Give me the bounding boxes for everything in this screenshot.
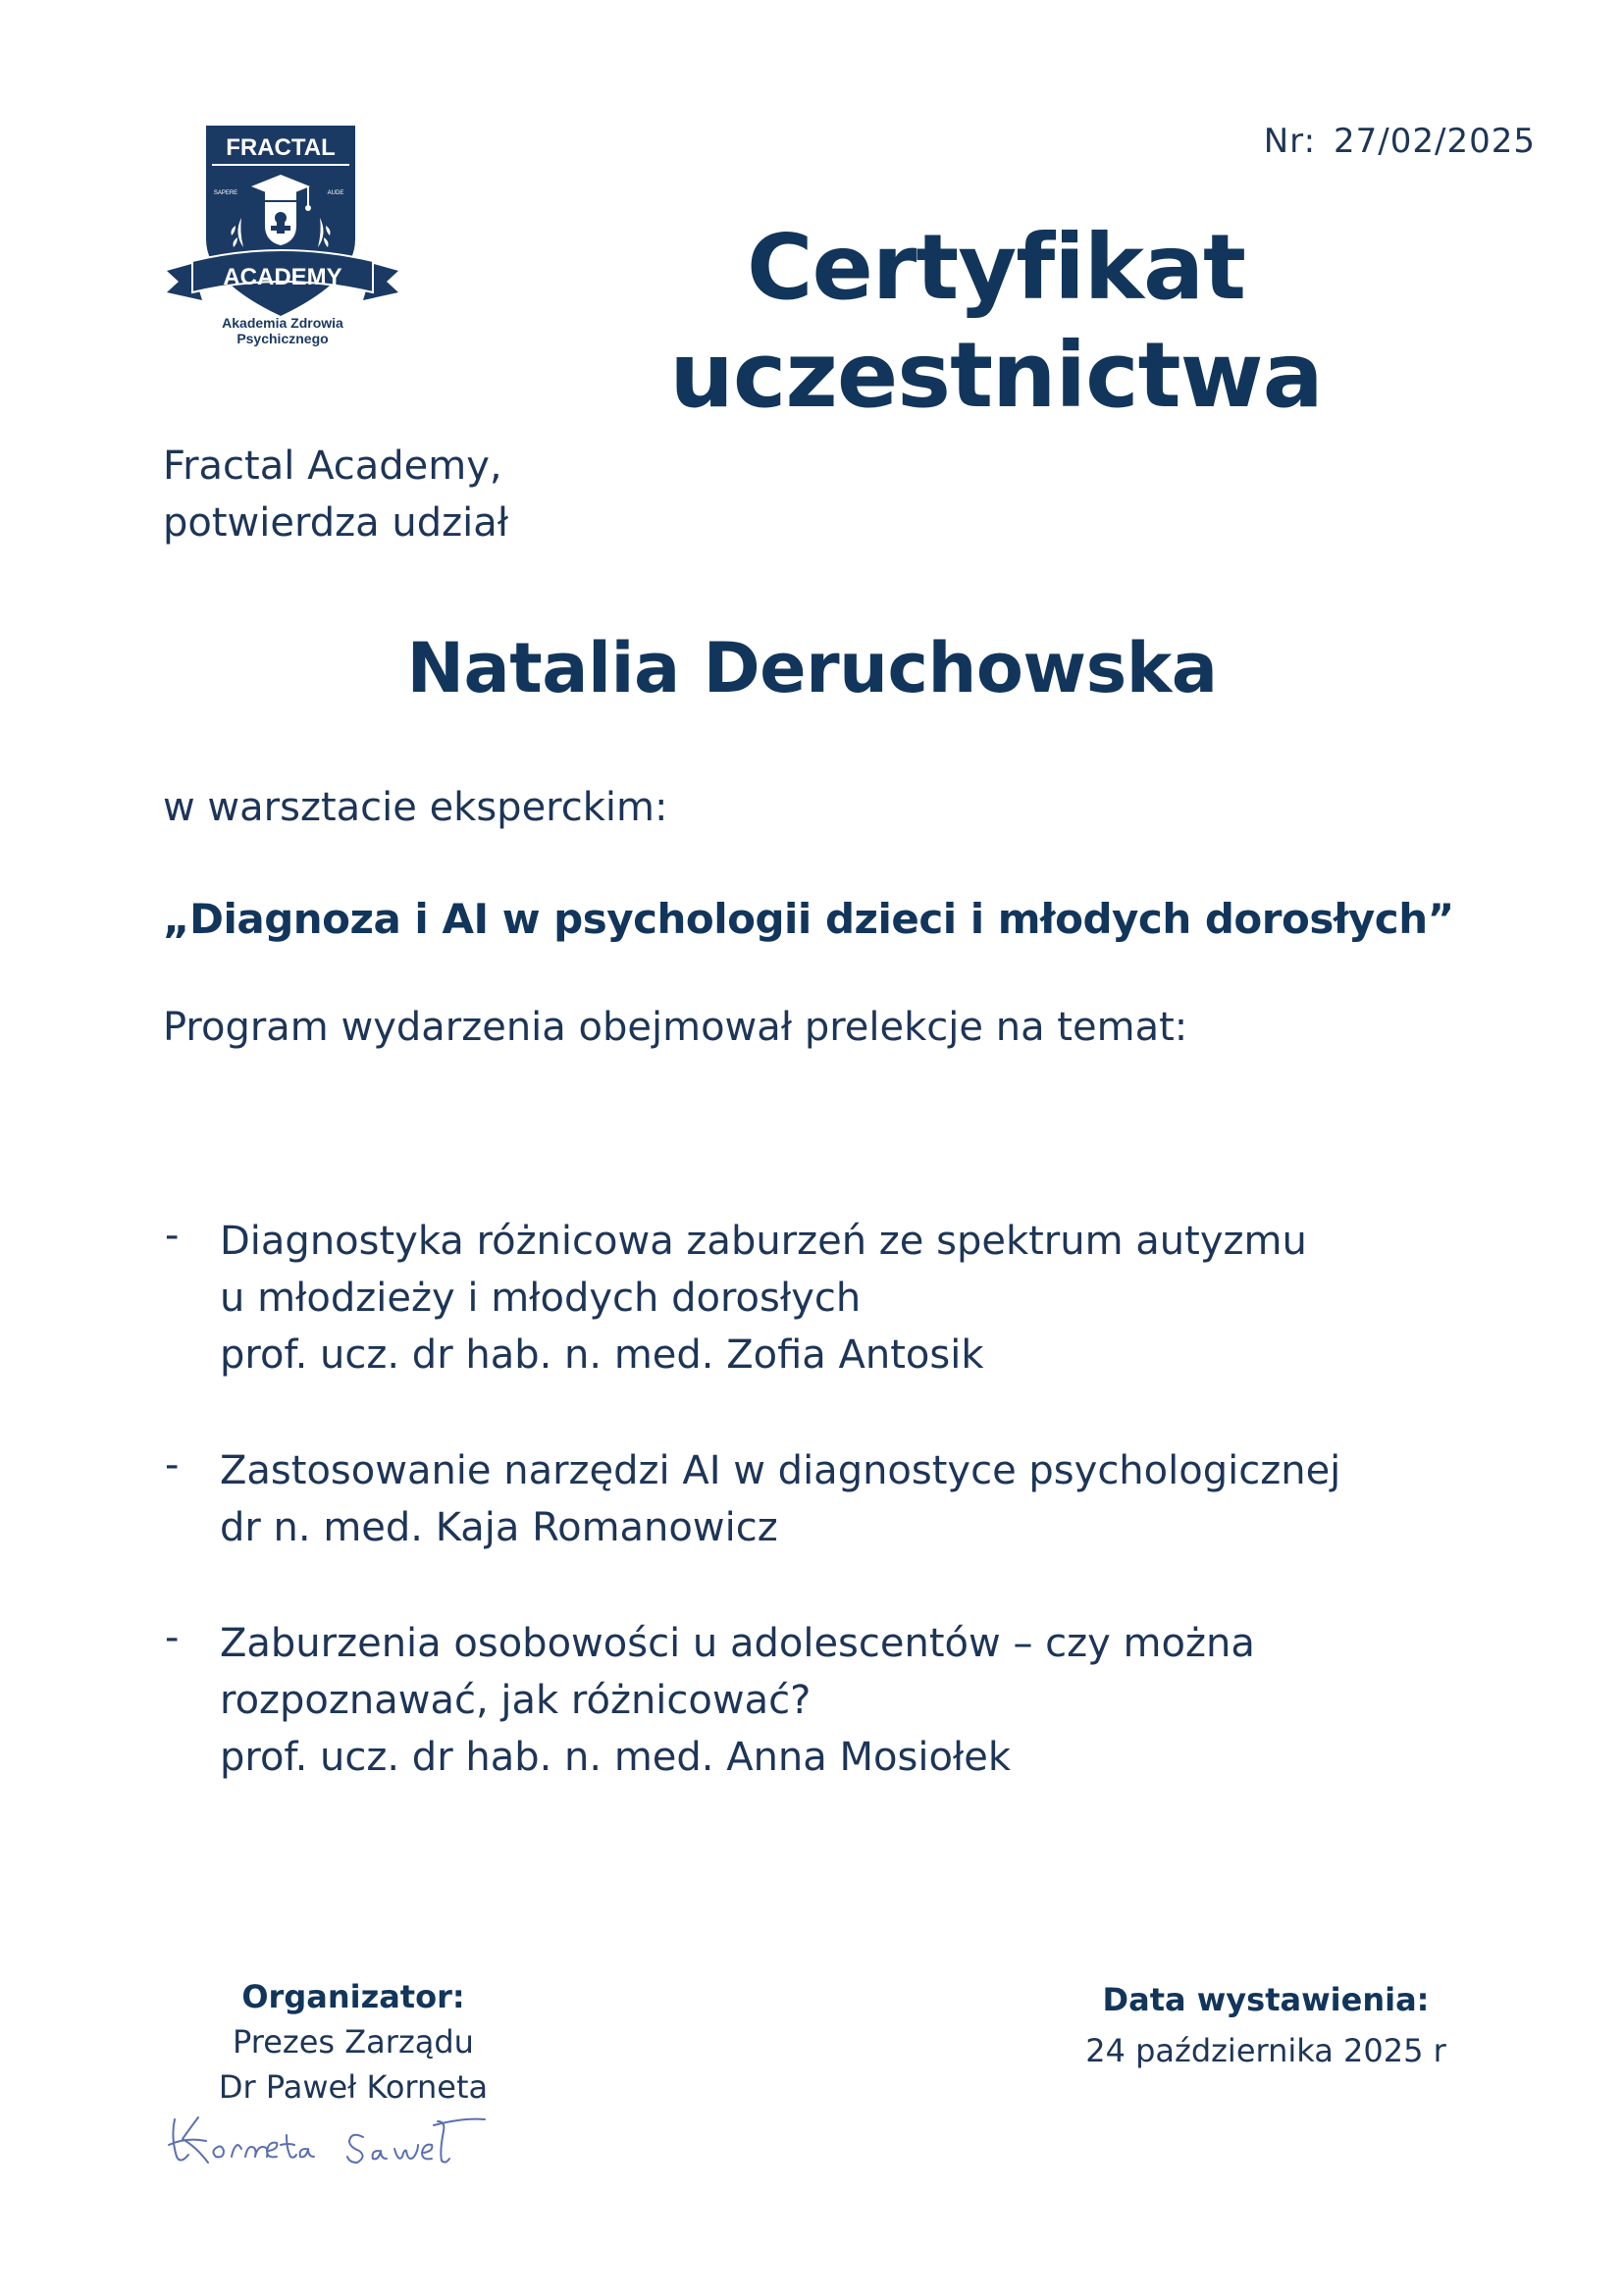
workshop-label: w warsztacie eksperckim: — [163, 785, 668, 830]
title-line-1: Certyfikat — [746, 215, 1246, 320]
logo-subtitle-line2: Psychicznego — [236, 331, 329, 346]
bullet-dash: - — [165, 1442, 180, 1487]
certificate-title — [608, 214, 1384, 430]
intro-text — [163, 438, 508, 551]
logo-motto-right: AUDE — [327, 190, 344, 196]
logo-banner-text: ACADEMY — [223, 264, 342, 290]
organizer-role: Prezes Zarządu — [233, 2023, 474, 2061]
logo-motto-left: SAPERE — [213, 190, 238, 196]
lecture-line: Zastosowanie narzędzi AI w diagnostyce psychologicznej — [220, 1448, 1341, 1493]
logo-top-text: FRACTAL — [226, 134, 336, 161]
lecture-speaker: prof. ucz. dr hab. n. med. Anna Mosiołek — [220, 1735, 1012, 1780]
issue-date-heading: Data wystawienia: — [1102, 1981, 1430, 2018]
lecture-line: u młodzieży i młodych dorosłych — [220, 1276, 862, 1321]
issue-date-value: 24 października 2025 r — [1085, 2032, 1446, 2069]
intro-line-1: Fractal Academy, — [163, 444, 502, 489]
list-item — [163, 1615, 1468, 1786]
fractal-academy-logo — [163, 124, 402, 351]
program-label: Program wydarzenia obejmował prelekcje na temat: — [163, 1005, 1188, 1050]
lecture-speaker: dr n. med. Kaja Romanowicz — [220, 1505, 778, 1550]
bullet-dash: - — [165, 1213, 180, 1258]
lecture-list — [163, 1213, 1468, 1786]
signature — [167, 2108, 540, 2176]
intro-line-2: potwierdza udział — [163, 500, 509, 546]
lecture-line: Diagnostyka różnicowa zaburzeń ze spektrum autyzmu — [220, 1219, 1307, 1264]
organizer-block — [167, 1974, 540, 2110]
bullet-dash: - — [165, 1615, 180, 1660]
title-line-2: uczestnictwa — [669, 323, 1323, 428]
logo-subtitle-line1: Akademia Zdrowia — [222, 315, 343, 331]
lecture-speaker: prof. ucz. dr hab. n. med. Zofia Antosik — [220, 1332, 984, 1378]
list-item — [163, 1213, 1468, 1383]
workshop-title: „Diagnoza i AI w psychologii dzieci i młodych dorosłych” — [163, 895, 1454, 943]
certificate-number — [1264, 122, 1536, 161]
issue-date-block — [1060, 1974, 1472, 2076]
lecture-line: Zaburzenia osobowości u adolescentów – czy można — [220, 1621, 1255, 1666]
list-item — [163, 1442, 1468, 1556]
organizer-name: Dr Paweł Korneta — [218, 2068, 489, 2106]
certificate-number-label: Nr: — [1263, 122, 1317, 161]
recipient-name: Natalia Deruchowska — [406, 628, 1218, 708]
certificate-number-value: 27/02/2025 — [1334, 122, 1536, 161]
lecture-line: rozpoznawać, jak różnicować? — [220, 1678, 812, 1723]
organizer-heading: Organizator: — [241, 1978, 465, 2015]
